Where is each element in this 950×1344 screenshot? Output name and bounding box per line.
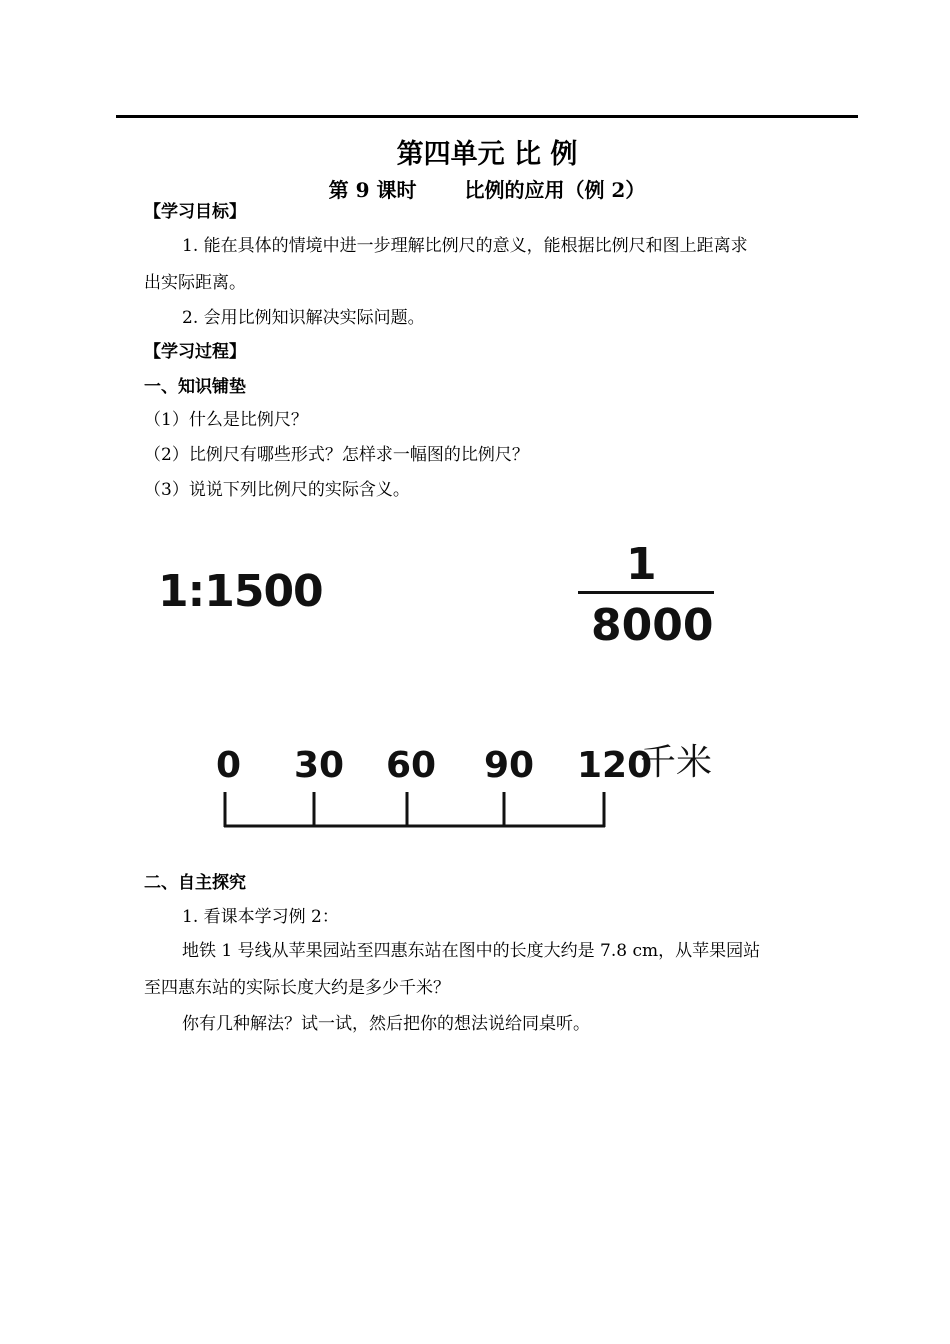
question-2: （2）比例尺有哪些形式？怎样求一幅图的比例尺？ [144, 445, 529, 465]
scale-label-0: 0 [216, 745, 242, 786]
scale-label-120: 120 [577, 745, 653, 786]
scale-label-60: 60 [386, 745, 437, 786]
goal-item-1-line-1: 1. 能在具体的情境中进一步理解比例尺的意义，能根据比例尺和图上距离求 [182, 236, 748, 256]
lesson-number: 第 9 课时 [328, 178, 417, 202]
ratio-scale: 1:1500 [158, 566, 323, 617]
scale-unit: 千米 [640, 742, 713, 783]
fraction-numerator: 1 [626, 539, 657, 590]
lesson-name: 比例的应用（例 2） [464, 178, 646, 202]
scale-label-30: 30 [294, 745, 345, 786]
question-1: （1）什么是比例尺？ [144, 410, 308, 430]
explore-item-1: 1. 看课本学习例 2： [182, 907, 339, 927]
section-2-heading: 二、自主探究 [144, 873, 246, 893]
explore-para-2: 你有几种解法？试一试，然后把你的想法说给同桌听。 [182, 1014, 590, 1034]
explore-para-1-line-1: 地铁 1 号线从苹果园站至四惠东站在图中的长度大约是 7.8 cm，从苹果园站 [182, 941, 761, 961]
section-1-heading: 一、知识铺垫 [144, 377, 246, 397]
goals-heading: 【学习目标】 [144, 202, 246, 222]
scale-label-90: 90 [484, 745, 535, 786]
explore-para-1-line-2: 至四惠东站的实际长度大约是多少千米？ [144, 978, 450, 998]
process-heading: 【学习过程】 [144, 342, 246, 362]
question-3: （3）说说下列比例尺的实际含义。 [144, 480, 410, 500]
unit-title: 第四单元 比 例 [396, 139, 578, 170]
goal-item-2: 2. 会用比例知识解决实际问题。 [182, 308, 425, 328]
goal-item-1-line-2: 出实际距离。 [144, 273, 246, 293]
fraction-denominator: 8000 [591, 600, 714, 651]
